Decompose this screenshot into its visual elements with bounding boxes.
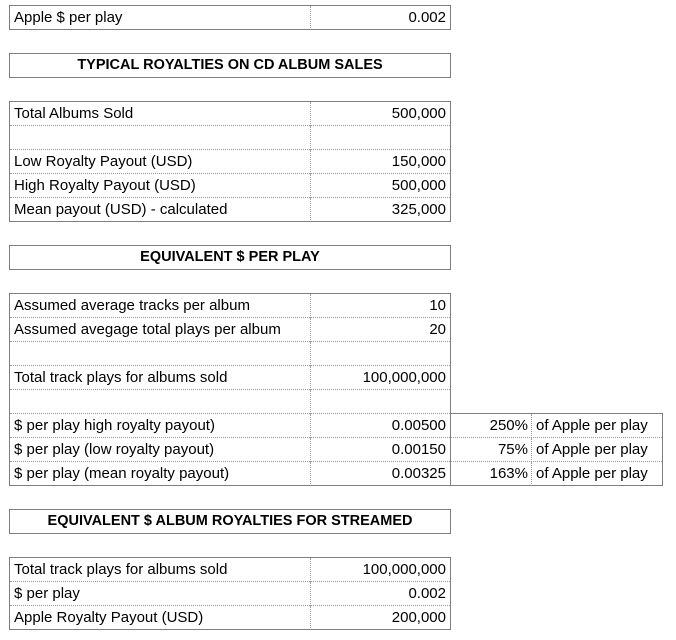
empty-cell[interactable]: [310, 390, 449, 414]
total-albums-value[interactable]: 500,000: [310, 102, 449, 126]
apple-rate-table: [9, 5, 451, 30]
table-row: [10, 558, 450, 582]
total-track-plays-label[interactable]: Total track plays for albums sold: [14, 369, 228, 386]
table-row: [10, 198, 450, 222]
table-row: [451, 462, 662, 486]
streamed-per-play-label[interactable]: $ per play: [14, 585, 80, 602]
empty-cell[interactable]: [10, 126, 310, 150]
streamed-royalties-table: [9, 557, 451, 630]
apple-payout-label[interactable]: Apple Royalty Payout (USD): [14, 609, 204, 626]
plays-per-album-value[interactable]: 20: [310, 318, 449, 342]
table-row: [10, 366, 450, 390]
tracks-per-album-value[interactable]: 10: [310, 294, 449, 318]
pct-of-apple-table: [450, 413, 663, 486]
mean-pct-value[interactable]: 163%: [489, 465, 528, 482]
mean-payout-label[interactable]: Mean payout (USD) - calculated: [14, 201, 228, 218]
section-per-play-header[interactable]: EQUIVALENT $ PER PLAY: [9, 245, 451, 270]
high-per-play-value[interactable]: 0.00500: [310, 414, 449, 438]
mean-per-play-value[interactable]: 0.00325: [310, 462, 449, 486]
empty-row: [10, 126, 450, 150]
table-row: [10, 318, 450, 342]
table-row: [10, 582, 450, 606]
table-row: [10, 462, 450, 486]
table-row: [10, 174, 450, 198]
empty-row: [10, 342, 450, 366]
mean-per-play-label[interactable]: $ per play (mean royalty payout): [14, 465, 230, 482]
low-per-play-label[interactable]: $ per play (low royalty payout): [14, 441, 215, 458]
plays-per-album-label[interactable]: Assumed avegage total plays per album: [14, 321, 281, 338]
table-row: [10, 294, 450, 318]
high-pct-value[interactable]: 250%: [489, 417, 528, 434]
apple-rate-value[interactable]: 0.002: [310, 6, 449, 30]
table-row: [10, 414, 450, 438]
high-pct-label[interactable]: of Apple per play: [531, 414, 662, 438]
table-row: [10, 102, 450, 126]
tracks-per-album-label[interactable]: Assumed average tracks per album: [14, 297, 250, 314]
low-pct-value[interactable]: 75%: [497, 441, 528, 458]
low-per-play-value[interactable]: 0.00150: [310, 438, 449, 462]
streamed-per-play-value[interactable]: 0.002: [310, 582, 449, 606]
total-albums-label[interactable]: Total Albums Sold: [14, 105, 134, 122]
apple-rate-label[interactable]: Apple $ per play: [14, 9, 123, 26]
apple-payout-value[interactable]: 200,000: [310, 606, 449, 630]
table-row: [10, 438, 450, 462]
high-per-play-label[interactable]: $ per play high royalty payout): [14, 417, 215, 434]
empty-row: [10, 390, 450, 414]
low-royalty-value[interactable]: 150,000: [310, 150, 449, 174]
mean-pct-label[interactable]: of Apple per play: [531, 462, 662, 486]
table-row: [451, 414, 662, 438]
section-cd-royalties-header[interactable]: TYPICAL ROYALTIES ON CD ALBUM SALES: [9, 53, 451, 78]
mean-payout-value[interactable]: 325,000: [310, 198, 449, 222]
high-royalty-value[interactable]: 500,000: [310, 174, 449, 198]
low-royalty-label[interactable]: Low Royalty Payout (USD): [14, 153, 193, 170]
empty-cell[interactable]: [310, 126, 449, 150]
per-play-table: [9, 293, 451, 486]
streamed-total-plays-value[interactable]: 100,000,000: [310, 558, 449, 582]
apple-rate-row: [10, 6, 449, 30]
table-row: [451, 438, 662, 462]
table-row: [10, 606, 450, 630]
empty-cell[interactable]: [10, 342, 310, 366]
section-streamed-royalties-header[interactable]: EQUIVALENT $ ALBUM ROYALTIES FOR STREAMED: [9, 509, 451, 534]
empty-cell[interactable]: [310, 342, 449, 366]
empty-cell[interactable]: [10, 390, 310, 414]
table-row: [10, 150, 450, 174]
cd-royalties-table: [9, 101, 451, 222]
streamed-total-plays-label[interactable]: Total track plays for albums sold: [14, 561, 228, 578]
total-track-plays-value[interactable]: 100,000,000: [310, 366, 449, 390]
low-pct-label[interactable]: of Apple per play: [531, 438, 662, 462]
high-royalty-label[interactable]: High Royalty Payout (USD): [14, 177, 196, 194]
